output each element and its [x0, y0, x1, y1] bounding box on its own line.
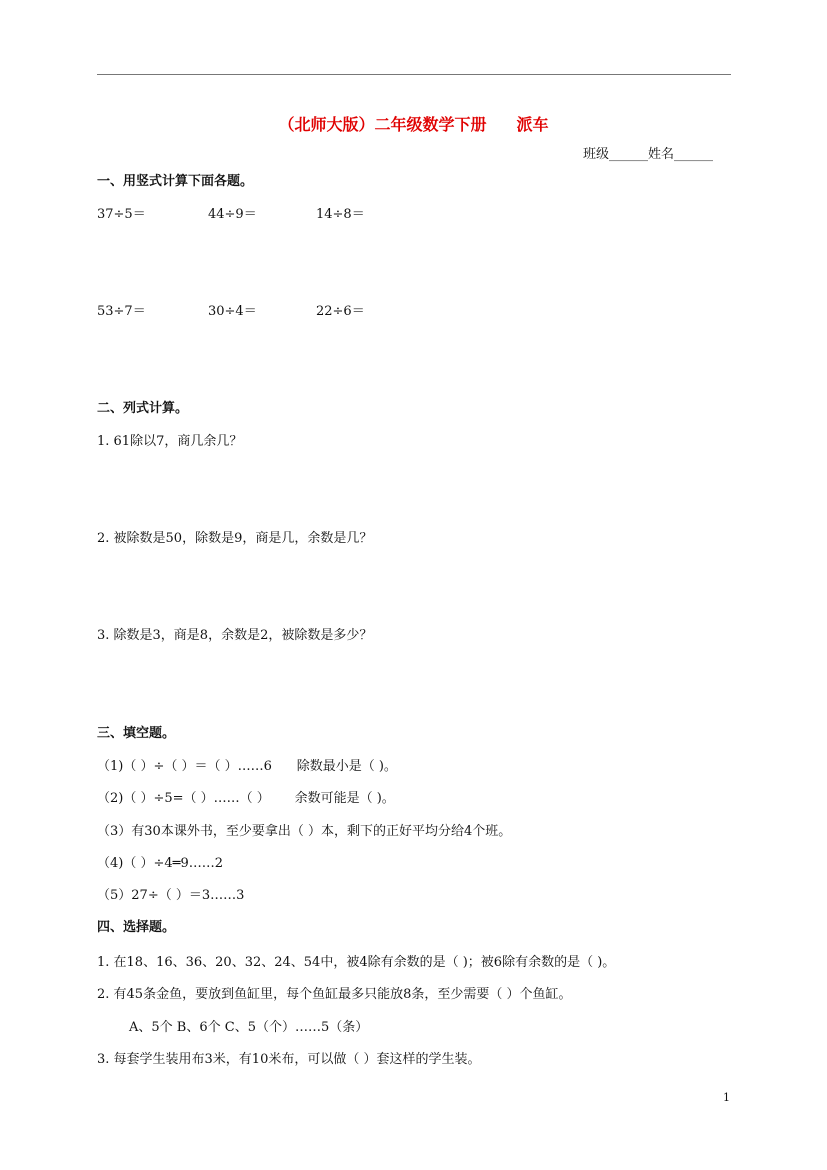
page-title [0, 115, 827, 135]
problem-1-1: 37÷5＝ [97, 207, 146, 222]
fill-3-1: （1)（ ）÷（ ）＝（ ）……6 除数最小是（ )。 [97, 759, 397, 774]
question-2-3: 3. 除数是3，商是8，余数是2，被除数是多少？ [97, 628, 373, 643]
fill-3-5: （5）27÷（ ）＝3……3 [97, 888, 245, 903]
title-main: （北师大版）二年级数学下册 [278, 115, 487, 134]
problem-1-5: 30÷4＝ [208, 304, 257, 319]
question-2-2: 2. 被除数是50，除数是9，商是几，余数是几？ [97, 531, 373, 546]
choice-4-1: 1. 在18、16、36、20、32、24、54中，被4除有余数的是（ )；被6除有余数的是（ )。 [97, 955, 616, 970]
problem-1-4: 53÷7＝ [97, 304, 146, 319]
header-rule [97, 74, 731, 75]
fill-3-2: （2)（ ）÷5=（ ）……（ ） 余数可能是（ )。 [97, 791, 395, 806]
choice-4-3: 3. 每套学生装用布3米，有10米布，可以做（ ）套这样的学生装。 [97, 1052, 481, 1067]
fill-3-4: （4)（ ）÷4═9……2 [97, 856, 224, 871]
section1-heading: 一、用竖式计算下面各题。 [97, 174, 254, 189]
class-name-line: 班级______姓名______ [583, 147, 714, 162]
choice-4-2: 2. 有45条金鱼，要放到鱼缸里，每个鱼缸最多只能放8条，至少需要（ ）个鱼缸。 [97, 987, 572, 1002]
section4-heading: 四、选择题。 [97, 920, 176, 935]
page-number: 1 [723, 1091, 730, 1104]
problem-1-3: 14÷8＝ [316, 207, 365, 222]
problem-1-2: 44÷9＝ [208, 207, 257, 222]
fill-3-3: （3）有30本课外书，至少要拿出（ ）本，剩下的正好平均分给4个班。 [97, 824, 512, 839]
section2-heading: 二、列式计算。 [97, 401, 189, 416]
section3-heading: 三、填空题。 [97, 726, 176, 741]
problem-1-6: 22÷6＝ [316, 304, 365, 319]
choice-4-2-options: A、5个 B、6个 C、5（个）……5（条） [129, 1020, 369, 1035]
title-sub: 派车 [516, 115, 549, 134]
question-2-1: 1. 61除以7，商几余几？ [97, 434, 243, 449]
